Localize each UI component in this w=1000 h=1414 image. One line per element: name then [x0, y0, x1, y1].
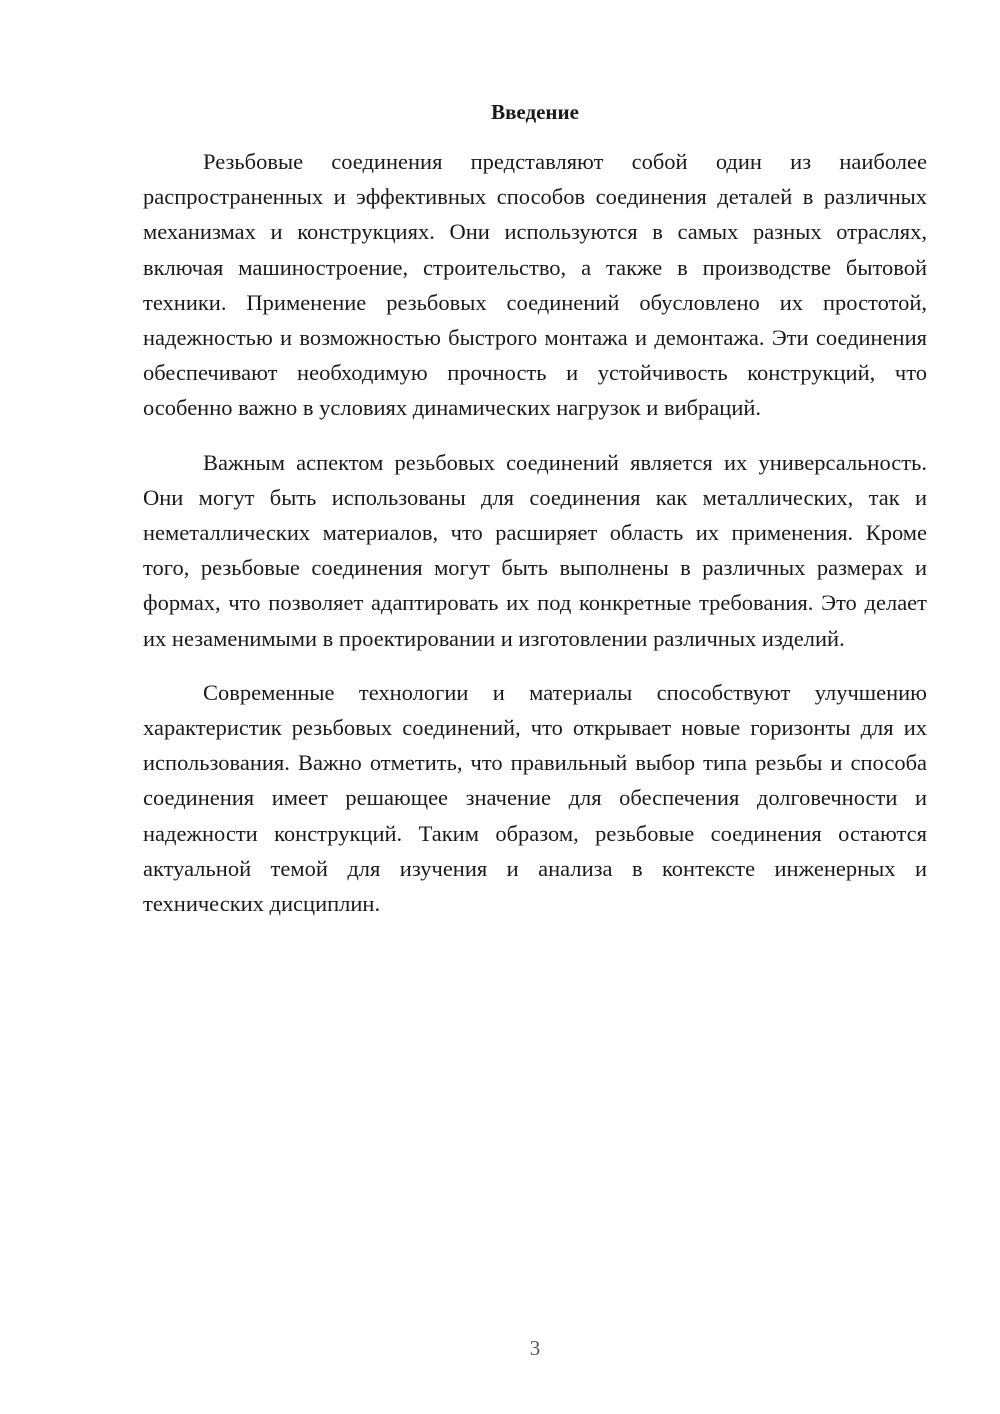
section-heading: Введение: [491, 100, 579, 124]
paragraph-1: Резьбовые соединения представляют собой один из наиболее распространенных и эффективных способов соединения деталей в различных механизмах и конструкциях. Они используются в самых разных отраслях, включая машиностроение, строительство, а также в производстве бытовой техники. Применение резьбовых соединений обусловлено их простотой, надежностью и возможностью быстрого монтажа и демонтажа. Эти соединения обеспечивают необходимую прочность и устойчивость конструкций, что особенно важно в условиях динамических нагрузок и вибраций.: [143, 149, 927, 421]
paragraph-3: Современные технологии и материалы способствуют улучшению характеристик резьбовых соединений, что открывает новые горизонты для их использования. Важно отметить, что правильный выбор типа резьбы и способа соединения имеет решающее значение для обеспечения долговечности и надежности конструкций. Таким образом, резьбовые соединения остаются актуальной темой для изучения и анализа в контексте инженерных и технических дисциплин.: [143, 679, 927, 917]
paragraph-2: Важным аспектом резьбовых соединений является их универсальность. Они могут быть использованы для соединения как металлических, так и неметаллических материалов, что расширяет область их применения. Кроме того, резьбовые соединения могут быть выполнены в различных размерах и формах, что позволяет адаптировать их под конкретные требования. Это делает их незаменимыми в проектировании и изготовлении различных изделий.: [143, 449, 927, 651]
body-text: [143, 144, 927, 940]
page-number: 3: [529, 1336, 541, 1360]
